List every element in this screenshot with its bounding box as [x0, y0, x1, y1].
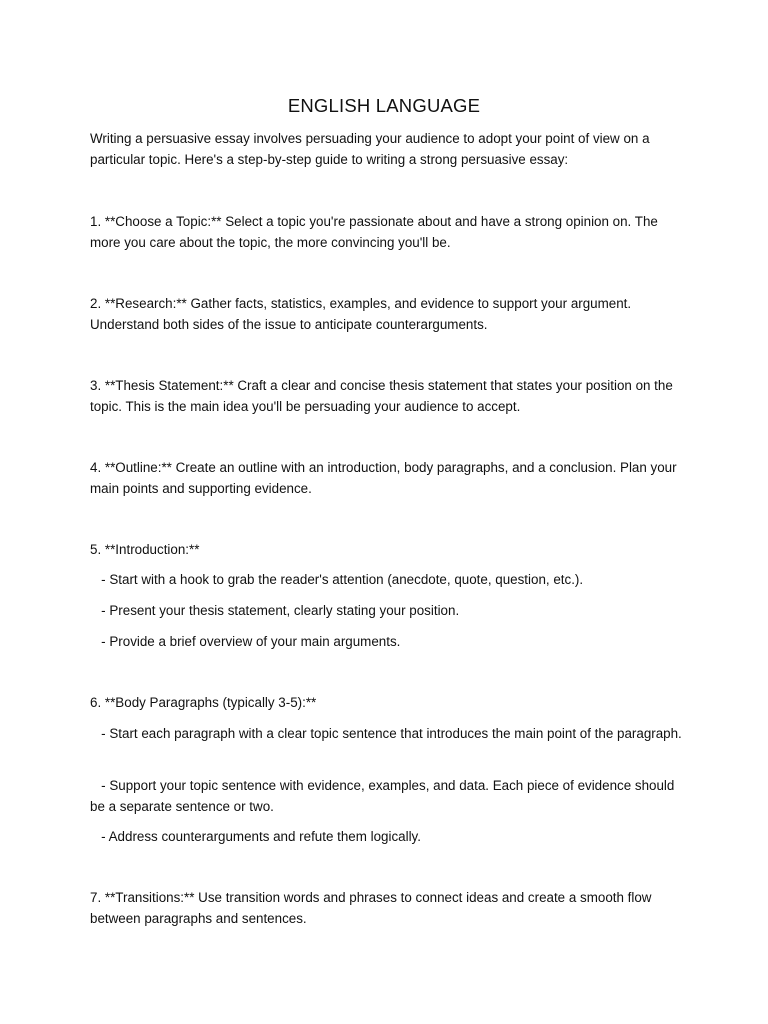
- step-6-bullet-3: - Address counterarguments and refute them logically.: [90, 829, 421, 844]
- step-5-bullet-2: - Present your thesis statement, clearly stating your position.: [90, 603, 460, 618]
- step-6-heading: 6. **Body Paragraphs (typically 3-5):**: [90, 695, 317, 710]
- step-5-bullet-1: - Start with a hook to grab the reader's attention (anecdote, quote, question, etc.).: [90, 572, 584, 587]
- document-title: ENGLISH LANGUAGE: [287, 95, 481, 116]
- step-6-bullet-2: - Support your topic sentence with evidence, examples, and data. Each piece of evidence should be a separate sentence or two.: [90, 778, 679, 814]
- step-6-bullet-1: - Start each paragraph with a clear topic sentence that introduces the main point of the paragraph.: [90, 726, 682, 741]
- step-3-paragraph: 3. **Thesis Statement:** Craft a clear and concise thesis statement that states your position on the topic. This is the main idea you'll be persuading your audience to accept.: [90, 378, 673, 414]
- step-5-heading: 5. **Introduction:**: [90, 542, 200, 557]
- step-1-paragraph: 1. **Choose a Topic:** Select a topic you're passionate about and have a strong opinion on. The more you care about the topic, the more convincing you'll be.: [90, 214, 658, 250]
- step-5-bullet-3: - Provide a brief overview of your main arguments.: [90, 634, 401, 649]
- step-7-paragraph: 7. **Transitions:** Use transition words and phrases to connect ideas and create a smooth flow between paragraphs and sentences.: [90, 890, 652, 926]
- intro-paragraph: Writing a persuasive essay involves persuading your audience to adopt your point of view on a particular topic. Here's a step-by-step guide to writing a strong persuasive essay:: [90, 131, 650, 167]
- step-2-paragraph: 2. **Research:** Gather facts, statistics, examples, and evidence to support your argument. Understand both sides of the issue to anticipate counterarguments.: [90, 296, 632, 332]
- step-4-paragraph: 4. **Outline:** Create an outline with an introduction, body paragraphs, and a conclusion. Plan your main points and supporting evidence.: [90, 460, 677, 496]
